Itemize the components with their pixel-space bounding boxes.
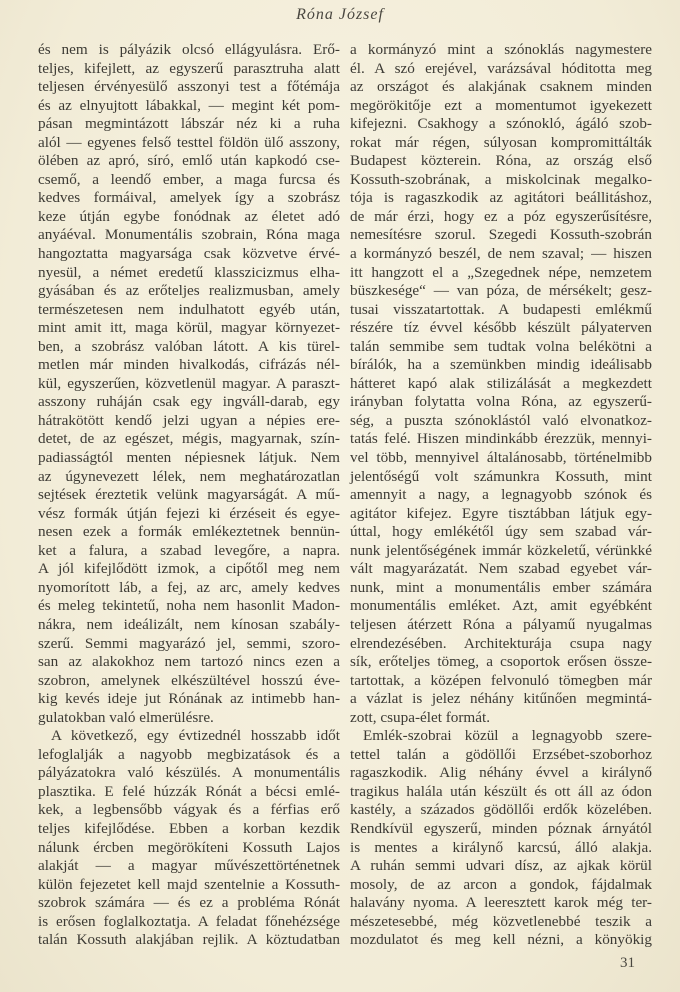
text-line: ölében az apró, síró, emlő után kapkodó cse- — [38, 152, 340, 170]
text-line: és nem is pályázik olcsó ellágyulásra. Erő- — [38, 41, 340, 58]
text-line: tatás felé. Hiszen mindinkább érezzük, mennyi- — [350, 430, 652, 448]
text-line: nyesül, a német eredetű klasszicizmus elha- — [38, 263, 340, 281]
text-line: mozdulatot és meg kell nézni, a könyökig — [350, 931, 652, 949]
text-line: természetesen nem indulhatott egyéb után, — [38, 300, 340, 318]
text-line: gulatokban való elmerülésre. — [38, 708, 214, 726]
text-line: tartottak, a középen felvonuló tömegben már — [350, 671, 652, 689]
text-line: nákra, nem ideálizált, nem kínosan szabály- — [38, 615, 340, 633]
text-line: szerű. Semmi magyarázó jel, semmi, szoro- — [38, 634, 340, 652]
text-line: rokat már régen, súlyosan kompromittálták — [350, 133, 652, 151]
text-line: és az elnyujtott lábakkal, — megint két pom- — [38, 96, 340, 114]
text-line: elrendezésében. Architekturája csupa nagy — [350, 634, 652, 652]
text-line: a kormányzó mint a szónoklás nagymestere — [350, 41, 652, 58]
text-line: büszkesége“ — van póza, de mérsékelt; gesz- — [350, 282, 652, 300]
text-line: de már érzi, hogy ez a póz egyszerűsítésre, — [350, 207, 652, 225]
text-line: bírálók, ha a szemünkben mindig ideálisabb — [350, 356, 652, 374]
text-line: talán semmibe sem tudtak volna belékötni a — [350, 337, 652, 355]
text-line: A jól kifejlődött izmok, a cipőtől meg nem — [38, 560, 340, 578]
text-line: vált magyarázatát. Nem szabad egyebet vár- — [350, 560, 652, 578]
text-line: pályázatokra való készülés. A monumentális — [38, 764, 340, 782]
text-line: A ruhán semmi udvari dísz, az ajkak körül — [350, 857, 652, 875]
text-line: él. A szó erejével, varázsával hóditotta meg — [350, 59, 652, 77]
text-line: kedves formáival, amelyek így a szobrász — [38, 189, 340, 207]
text-line: metlen már minden hivalkodás, cifrázás nél- — [38, 356, 340, 374]
text-line: is erősen foglalkoztatja. A feladat főnehézsége — [38, 912, 340, 930]
text-line: agitátor kifejez. Egyre tisztábban látjuk egy- — [350, 504, 652, 522]
text-line: a vázlat is jelez néhány kitűnően megmintá- — [350, 690, 652, 708]
text-line: nyomorított láb, a fej, az arc, amely kedves — [38, 578, 340, 596]
text-line: vész formák útján fejezi ki érzéseit és egye- — [38, 504, 340, 522]
text-line: tusai visszatartottak. A budapesti emlékmű — [350, 300, 652, 318]
text-line: asszony ruháján csak egy ingváll-darab, egy — [38, 393, 340, 411]
text-line: teljes kifejlődése. Ebben a korban kezdik — [38, 819, 340, 837]
text-line: Budapest közterein. Róna, az ország első — [350, 152, 652, 170]
text-line: nunk jelentőségének immár közkeletű, vérünkké — [350, 541, 652, 559]
text-line: hátteret kapó alak stilizálását a megkezdett — [350, 374, 652, 392]
text-line: is mentes a királynő karcsú, álló alakja. — [350, 838, 652, 856]
text-line: amennyit a nagy, a legnagyobb szónok és — [350, 486, 652, 504]
text-line: nunk, mint a monumentális ember számára — [350, 578, 652, 596]
running-head-title: Róna József — [296, 6, 384, 23]
text-line: az országot és alakjának csaknem minden — [350, 78, 652, 96]
text-line: mészetesebbé, még közvetlenebbé teszik a — [350, 912, 652, 930]
text-line: jelentőségű volt számunkra Kossuth, mint — [350, 467, 652, 485]
text-line: plasztika. E felé húzzák Rónát a bécsi emlé- — [38, 782, 340, 800]
text-line: monumentális emléket. Azt, amit egyébként — [350, 597, 652, 615]
text-line: teljesen átérzett Róna a pályamű nyugalmas — [350, 615, 652, 633]
text-line: irányban folytatta volna Róna, az egyszerű- — [350, 393, 652, 411]
text-line: kül, egyszerűen, közvetlenül magyar. A paraszt- — [38, 374, 340, 392]
text-line: kig kevés ideje jut Rónának az intimebb han- — [38, 690, 340, 708]
text-line: a kormányzó beszél, de nem szaval; — hiszen — [350, 245, 652, 263]
text-line: keze útján egybe fonódnak az életet adó — [38, 207, 340, 225]
text-line: hangoztatta magyarsága csak közvetve érvé- — [38, 245, 340, 263]
text-line: úttal, hogy emlékétől úgy sem szabad vár- — [350, 523, 652, 541]
text-line: teljesen érvényesülő asszonyi test a főtémája — [38, 78, 340, 96]
text-line: csemő, a leendő ember, a maga furcsa és — [38, 170, 340, 188]
text-line: ket a falura, a szabad levegőre, a napra. — [38, 541, 340, 559]
text-line: tragikus halála után készült és ott áll az ódon — [350, 782, 652, 800]
text-line: nesen ezek a formák emlékeztetnek bennün- — [38, 523, 340, 541]
text-line: gyásában és az erőteljes realizmusban, amely — [38, 282, 340, 300]
text-line: talán Kossuth alakjában rejlik. A köztudatban — [38, 931, 340, 949]
text-line: mint amit itt, maga körül, magyar környezet- — [38, 319, 340, 337]
text-line: az úgynevezett lélek, nem meghatározatlan — [38, 467, 340, 485]
text-line: részére tíz évvel később készült pályaterven — [350, 319, 652, 337]
text-line: teljes, kifejlett, az egyszerű parasztruha alatt — [38, 59, 340, 77]
right-text-column — [350, 41, 652, 950]
text-line: ben, a szobrász valóban látott. A kis türel- — [38, 337, 340, 355]
text-line: szobrok számára — és ez a probléma Rónát — [38, 894, 340, 912]
text-line: ség, a puszta szónoklástól való elvonatkoz- — [350, 411, 652, 429]
text-line: szobron, amelynek elkészültével hosszú éve- — [38, 671, 340, 689]
text-line: nemesítésre szorul. Szegedi Kossuth-szobrán — [350, 226, 652, 244]
text-line: kek, a legbensőbb vágyak és a férfias erő — [38, 801, 340, 819]
text-line: san az alakokhoz nem tartozó nincs ezen a — [38, 653, 340, 671]
text-line: pásan megmintázott lábszár néz ki a ruha — [38, 115, 340, 133]
text-line: kastély, a százados gödöllői erdők közelében. — [350, 801, 652, 819]
text-line: Rendkívül egyszerű, minden póznak árnyától — [350, 819, 652, 837]
page-number: 31 — [620, 955, 635, 971]
text-line: kifejezni. Csakhogy a szónokló, ágáló szob- — [350, 115, 652, 133]
text-line: külön fejezetet kell majd szentelnie a Kossuth- — [38, 875, 340, 893]
text-line: és meleg tekintetű, noha nem hasonlit Madon- — [38, 597, 340, 615]
text-line: Emlék-szobrai közül a legnagyobb szere- — [363, 727, 652, 745]
text-line: anyáéval. Monumentális szobrain, Róna maga — [38, 226, 340, 244]
text-line: zott, csupa-élet formát. — [350, 708, 491, 726]
text-line: halavány nyoma. A leeresztett karok még ter- — [350, 894, 652, 912]
text-line: A következő, egy évtizednél hosszabb időt — [51, 727, 340, 745]
text-line: nálunk ércben megörökíteni Kossuth Lajos — [38, 838, 340, 856]
text-line: lefoglalják a nagyobb megbizatások és a — [38, 745, 340, 763]
text-line: megörökitője ezt a momentumot igyekezett — [350, 96, 652, 114]
text-line: alól — egyenes felső testtel földön ülő asszony, — [38, 133, 340, 151]
text-line: tettel talán a gödöllői Erzsébet-szoborhoz — [350, 745, 652, 763]
text-line: padiasságtól menten népiesnek látjuk. Nem — [38, 449, 340, 467]
text-line: tója is ragaszkodik az agitátori beállitáshoz, — [350, 189, 652, 207]
text-line: mosoly, de az arcon a gondok, fájdalmak — [350, 875, 652, 893]
text-line: sík, erőteljes tömeg, a csoportok erősen össze- — [350, 653, 652, 671]
left-text-column — [38, 41, 340, 950]
text-line: sejtések éreztetik velünk magyarságát. A mű- — [38, 486, 340, 504]
text-line: hátrakötött kendő jelzi ugyan a népies ere- — [38, 411, 340, 429]
text-line: alakját — a magyar művészettörténetnek — [38, 857, 340, 875]
text-line: Kossuth-szobrának, a miskolcinak megalko- — [350, 170, 652, 188]
text-line: itt hangzott el a „Szegednek népe, nemzetem — [350, 263, 652, 281]
text-line: vel több, mennyivel általánosabb, történelmibb — [350, 449, 652, 467]
text-line: ragaszkodik. Alig néhány évvel a királynő — [350, 764, 652, 782]
text-line: detet, de az egészet, mégis, magyarnak, szín- — [38, 430, 340, 448]
